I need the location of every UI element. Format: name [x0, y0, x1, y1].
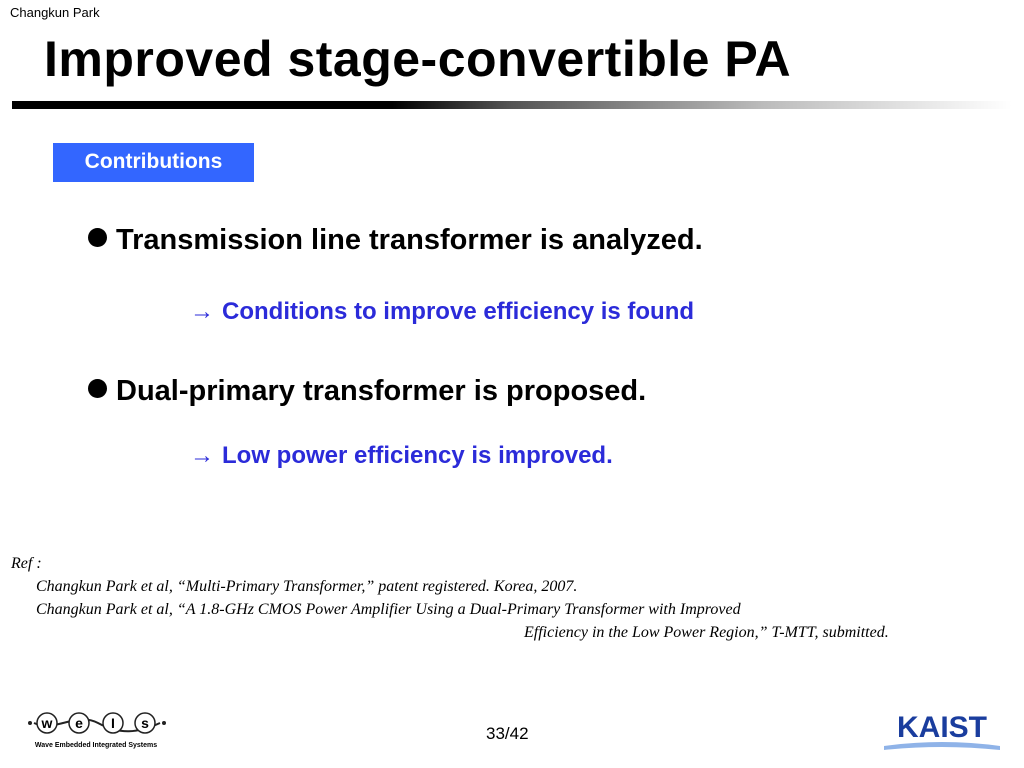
result-text: Low power efficiency is improved. — [222, 442, 613, 469]
weis-logo-tagline: Wave Embedded Integrated Systems — [34, 742, 158, 749]
weis-logo-dot — [28, 721, 32, 725]
weis-logo-letter: I — [111, 715, 115, 731]
references-heading: Ref : — [11, 555, 42, 572]
reference-item: Changkun Park et al, “A 1.8-GHz CMOS Power Amplifier Using a Dual-Primary Transformer with Improved — [36, 601, 741, 618]
reference-item-continuation: Efficiency in the Low Power Region,” T-MTT, submitted. — [524, 624, 889, 641]
author-name: Changkun Park — [10, 5, 100, 20]
kaist-logo-text: KAIST — [897, 711, 987, 744]
result-text: Conditions to improve efficiency is found — [222, 298, 695, 325]
page-number: 33/42 — [486, 724, 529, 743]
bullet-result-1 — [190, 298, 694, 326]
weis-logo — [26, 703, 166, 753]
weis-logo-letter: e — [75, 715, 83, 731]
bullet-text: Dual-primary transformer is proposed. — [116, 375, 647, 407]
weis-logo-letter: s — [141, 715, 149, 731]
arrow-right-icon: → — [190, 298, 214, 325]
arrow-right-icon: → — [190, 442, 214, 469]
bullet-dot-icon — [88, 228, 107, 247]
title-underline — [12, 101, 1012, 109]
bullet-point-2 — [88, 375, 646, 408]
references — [11, 552, 889, 644]
weis-logo-dot — [162, 721, 166, 725]
weis-logo-letter: w — [41, 715, 53, 731]
kaist-logo — [882, 708, 1002, 754]
reference-item: Changkun Park et al, “Multi-Primary Transformer,” patent registered. Korea, 2007. — [36, 578, 578, 595]
section-badge: Contributions — [53, 143, 254, 182]
slide-title: Improved stage-convertible PA — [44, 31, 792, 87]
bullet-point-1 — [88, 224, 703, 257]
bullet-dot-icon — [88, 379, 107, 398]
bullet-result-2 — [190, 442, 613, 470]
bullet-text: Transmission line transformer is analyzed. — [116, 224, 703, 256]
